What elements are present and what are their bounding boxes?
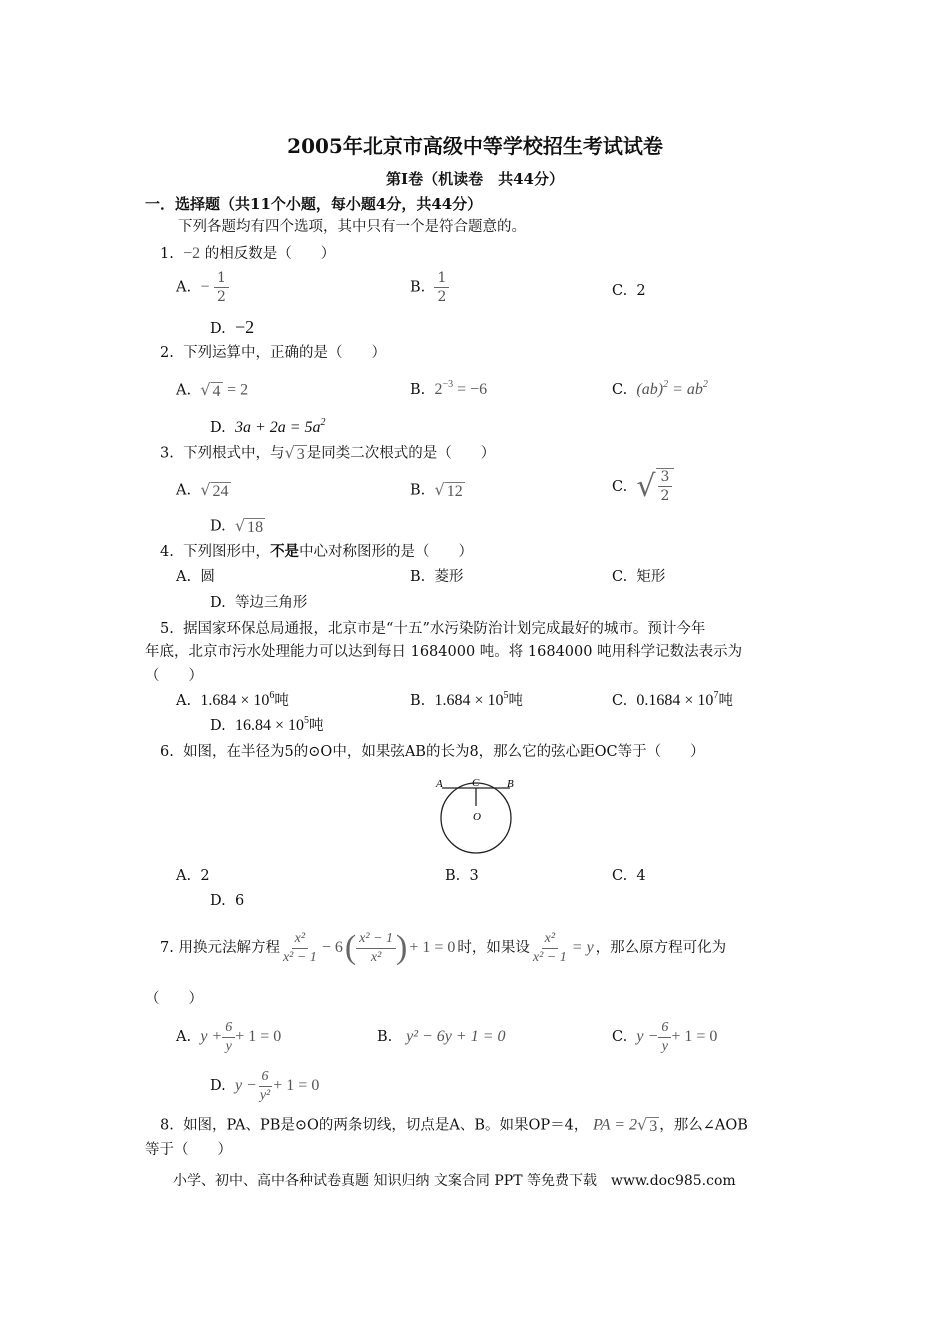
option-label: D. bbox=[210, 1078, 226, 1094]
label-b: B bbox=[507, 778, 514, 790]
option-label: C. bbox=[612, 382, 628, 398]
option-label: D. bbox=[210, 595, 226, 611]
q1-option-c bbox=[612, 281, 646, 301]
q3-stem-post: 是同类二次根式的是（ ） bbox=[306, 445, 496, 462]
q1-option-a bbox=[176, 270, 229, 305]
q4-option-b bbox=[410, 567, 463, 587]
q7-option-b bbox=[377, 1027, 505, 1047]
right-paren: ) bbox=[396, 929, 408, 966]
option-value: 等边三角形 bbox=[234, 595, 308, 611]
unit: 吨 bbox=[274, 693, 289, 709]
q3-option-b bbox=[410, 480, 465, 501]
q6-option-d bbox=[210, 891, 244, 911]
q1-b-fraction: $\frac{1}{2}$ bbox=[434, 270, 449, 305]
q5-number: 5. bbox=[160, 621, 174, 637]
label-a: A bbox=[436, 778, 443, 790]
q2-option-b bbox=[410, 380, 487, 400]
option-label: D. bbox=[210, 718, 226, 734]
q7-minus-six: − 6 bbox=[321, 939, 343, 956]
option-label: C. bbox=[612, 868, 628, 884]
option-label: C. bbox=[612, 283, 628, 299]
q7-a-post: + 1 = 0 bbox=[235, 1028, 282, 1045]
q6-option-b bbox=[445, 866, 479, 886]
q6-option-a bbox=[176, 866, 210, 886]
option-value: 2 bbox=[200, 868, 210, 884]
q3-option-a bbox=[176, 480, 231, 501]
q5-line-1: 据国家环保总局通报，北京市是“十五”水污染防治计划完成最好的城市。预计今年 bbox=[183, 621, 706, 637]
option-value: −2 bbox=[234, 317, 255, 337]
q5-c-value: 0.1684 × 10 bbox=[636, 692, 714, 709]
q1-a-fraction: $\frac{1}{2}$ bbox=[214, 270, 229, 305]
q5-b-exponent: 5 bbox=[503, 690, 509, 701]
q4-option-a bbox=[176, 567, 215, 587]
q2-d-expression: 3a + 2a = 5a bbox=[234, 419, 321, 436]
sqrt-expression: √ 12 bbox=[434, 480, 463, 500]
sqrt-expression: √ 3 bbox=[637, 1115, 658, 1135]
q7-stem-mid: 时，如果设 bbox=[457, 940, 530, 956]
q3-option-d bbox=[210, 516, 265, 537]
q7-number: 7. bbox=[160, 940, 174, 956]
option-value: 6 bbox=[234, 893, 245, 909]
unit: 吨 bbox=[718, 693, 733, 709]
q7-d-fraction: $\frac{6}{\text{y²}}$ bbox=[259, 1068, 271, 1103]
question-5 bbox=[160, 619, 705, 639]
option-label: B. bbox=[410, 482, 426, 499]
label-o: O bbox=[473, 811, 481, 823]
q2-option-d bbox=[210, 418, 326, 438]
q4-option-d bbox=[210, 593, 307, 613]
q7-option-c bbox=[612, 1016, 717, 1058]
q7-fraction-2: $\frac{\text{x² − 1}}{\text{x²}}$ bbox=[356, 931, 396, 966]
q2-c-rhs: = ab bbox=[668, 381, 703, 398]
page-footer: 小学、初中、高中各种试卷真题 知识归纳 文案合同 PPT 等免费下载 www.doc985.com bbox=[173, 1173, 736, 1189]
question-4 bbox=[160, 542, 473, 562]
q7-a-pre: y + bbox=[200, 1028, 223, 1045]
q7-d-pre: y − bbox=[234, 1077, 257, 1094]
q7-option-a bbox=[176, 1016, 281, 1058]
option-label: B. bbox=[377, 1029, 393, 1045]
circle-chord-figure bbox=[428, 774, 524, 854]
q6-stem: 如图，在半径为5的⊙O中，如果弦AB的长为8，那么它的弦心距OC等于（ ） bbox=[183, 744, 705, 760]
question-3 bbox=[160, 443, 495, 464]
q7-d-post: + 1 = 0 bbox=[273, 1077, 320, 1094]
q8-line-2: 等于（ ） bbox=[145, 1142, 232, 1158]
q5-d-value: 16.84 × 10 bbox=[234, 717, 304, 734]
label-c: C bbox=[472, 777, 480, 789]
option-value: 4 bbox=[636, 868, 646, 884]
q7-stem-pre: 用换元法解方程 bbox=[178, 940, 280, 956]
q2-b-base: 2 bbox=[434, 381, 443, 398]
q5-b-value: 1.684 × 10 bbox=[434, 692, 504, 709]
q4-stem-pre: 下列图形中， bbox=[183, 544, 271, 560]
option-label: A. bbox=[176, 1029, 192, 1045]
q5-line-2: 年底，北京市污水处理能力可以达到每日 1684000 吨。将 1684000 吨用科学记数法表示为 bbox=[145, 644, 743, 660]
option-label: A. bbox=[176, 868, 192, 884]
option-value: = 2 bbox=[227, 381, 249, 399]
sqrt-fraction: √ $\frac{3}{2}$ bbox=[636, 466, 674, 508]
option-label: A. bbox=[176, 569, 192, 585]
option-label: C. bbox=[612, 1029, 628, 1045]
option-label: D. bbox=[210, 321, 226, 337]
q1-a-sign: − bbox=[200, 278, 210, 296]
option-value: 2 bbox=[636, 283, 646, 299]
q5-option-a bbox=[176, 691, 289, 711]
page-title: 2005年北京市高级中等学校招生考试试卷 bbox=[287, 134, 663, 158]
q2-option-a bbox=[176, 380, 248, 401]
sqrt-expression: √ 18 bbox=[234, 516, 264, 536]
q4-stem-post: 中心对称图形的是（ ） bbox=[299, 544, 474, 560]
q2-number: 2. bbox=[160, 345, 174, 361]
q7-equals-y: = y bbox=[571, 939, 594, 956]
section-heading: 一．选择题（共11个小题，每小题4分，共44分） bbox=[145, 195, 483, 213]
option-label: A. bbox=[176, 279, 192, 296]
q5-option-d bbox=[210, 716, 323, 736]
question-7 bbox=[160, 925, 726, 971]
option-label: D. bbox=[210, 518, 226, 535]
q7-c-pre: y − bbox=[636, 1028, 659, 1045]
option-label: B. bbox=[410, 382, 426, 398]
q8-stem-post: ，那么∠AOB bbox=[659, 1117, 748, 1134]
q7-option-d bbox=[210, 1065, 319, 1107]
q6-number: 6. bbox=[160, 744, 174, 760]
left-paren: ( bbox=[344, 929, 357, 966]
q8-number: 8. bbox=[160, 1117, 174, 1134]
q8-pa: PA = 2 bbox=[593, 1116, 638, 1134]
q5-option-b bbox=[410, 691, 523, 711]
option-label: A. bbox=[176, 693, 192, 709]
q8-stem-pre: 如图，PA、PB是⊙O的两条切线，切点是A、B。如果OP＝4， bbox=[183, 1117, 589, 1134]
q1-number: 1. bbox=[160, 246, 174, 262]
q5-option-c bbox=[612, 691, 733, 711]
option-label: B. bbox=[410, 693, 426, 709]
question-8 bbox=[160, 1115, 748, 1136]
option-label: B. bbox=[410, 569, 426, 585]
q2-b-exponent: −3 bbox=[442, 379, 454, 390]
option-label: D. bbox=[210, 420, 226, 436]
q2-stem: 下列运算中，正确的是（ ） bbox=[183, 345, 387, 361]
q2-c-lhs: (ab) bbox=[636, 381, 664, 398]
option-value: 矩形 bbox=[636, 569, 666, 585]
q7-stem-post: ，那么原方程可化为 bbox=[595, 940, 727, 956]
option-label: A. bbox=[176, 382, 192, 399]
q2-c-exp2: 2 bbox=[702, 379, 708, 390]
option-label: C. bbox=[612, 479, 628, 495]
q1-stem: 的相反数是（ ） bbox=[204, 246, 336, 262]
question-1 bbox=[160, 244, 335, 264]
option-label: B. bbox=[410, 279, 426, 296]
q5-a-value: 1.684 × 10 bbox=[200, 692, 270, 709]
q3-number: 3. bbox=[160, 445, 174, 462]
q3-stem-pre: 下列根式中，与 bbox=[183, 445, 285, 462]
option-label: A. bbox=[176, 482, 192, 499]
q4-stem-bold: 不是 bbox=[270, 543, 300, 560]
option-label: D. bbox=[210, 893, 226, 909]
paper-subtitle: 第Ⅰ卷（机读卷 共44分） bbox=[386, 170, 564, 188]
q5-a-exponent: 6 bbox=[269, 690, 275, 701]
q4-option-c bbox=[612, 567, 665, 587]
option-value: y² − 6y + 1 = 0 bbox=[406, 1028, 506, 1045]
q2-c-exp1: 2 bbox=[663, 379, 669, 390]
q7-plus-one: + 1 = 0 bbox=[409, 939, 456, 956]
q7-fraction-3: $\frac{\text{x²}}{\text{x² − 1}}$ bbox=[532, 930, 567, 965]
q7-c-post: + 1 = 0 bbox=[671, 1028, 718, 1045]
q6-option-c bbox=[612, 866, 646, 886]
q1-stem-math: −2 bbox=[183, 245, 201, 262]
q1-option-b bbox=[410, 270, 449, 305]
option-value: 3 bbox=[469, 868, 479, 884]
option-value: 菱形 bbox=[434, 569, 464, 585]
option-label: C. bbox=[612, 569, 628, 585]
q2-option-c bbox=[612, 380, 708, 400]
q5-line-3: （ ） bbox=[145, 668, 203, 684]
q1-option-d bbox=[210, 317, 254, 339]
sqrt-expression: √ 3 bbox=[284, 443, 305, 463]
option-label: B. bbox=[445, 868, 461, 884]
q4-number: 4. bbox=[160, 544, 174, 560]
q5-d-exponent: 5 bbox=[303, 715, 309, 726]
unit: 吨 bbox=[308, 718, 324, 734]
q2-d-exponent: 2 bbox=[320, 417, 326, 428]
option-value: 圆 bbox=[200, 569, 215, 585]
q3-option-c bbox=[612, 466, 674, 508]
q7-a-fraction: $\frac{6}{y}$ bbox=[222, 1020, 235, 1055]
question-6 bbox=[160, 742, 705, 762]
q7-line-2: （ ） bbox=[145, 991, 203, 1007]
q7-c-fraction: $\frac{6}{y}$ bbox=[658, 1020, 671, 1055]
instruction: 下列各题均有四个选项，其中只有一个是符合题意的。 bbox=[178, 219, 526, 235]
sqrt-expression: √ 24 bbox=[200, 480, 229, 500]
q7-fraction-1: $\frac{\text{x²}}{\text{x² − 1}}$ bbox=[282, 930, 317, 965]
q5-c-exponent: 7 bbox=[713, 690, 719, 701]
question-2 bbox=[160, 343, 386, 363]
option-label: C. bbox=[612, 693, 628, 709]
unit: 吨 bbox=[508, 693, 524, 709]
q2-b-rest: = −6 bbox=[457, 381, 488, 398]
sqrt-expression: √ 4 bbox=[200, 380, 221, 400]
